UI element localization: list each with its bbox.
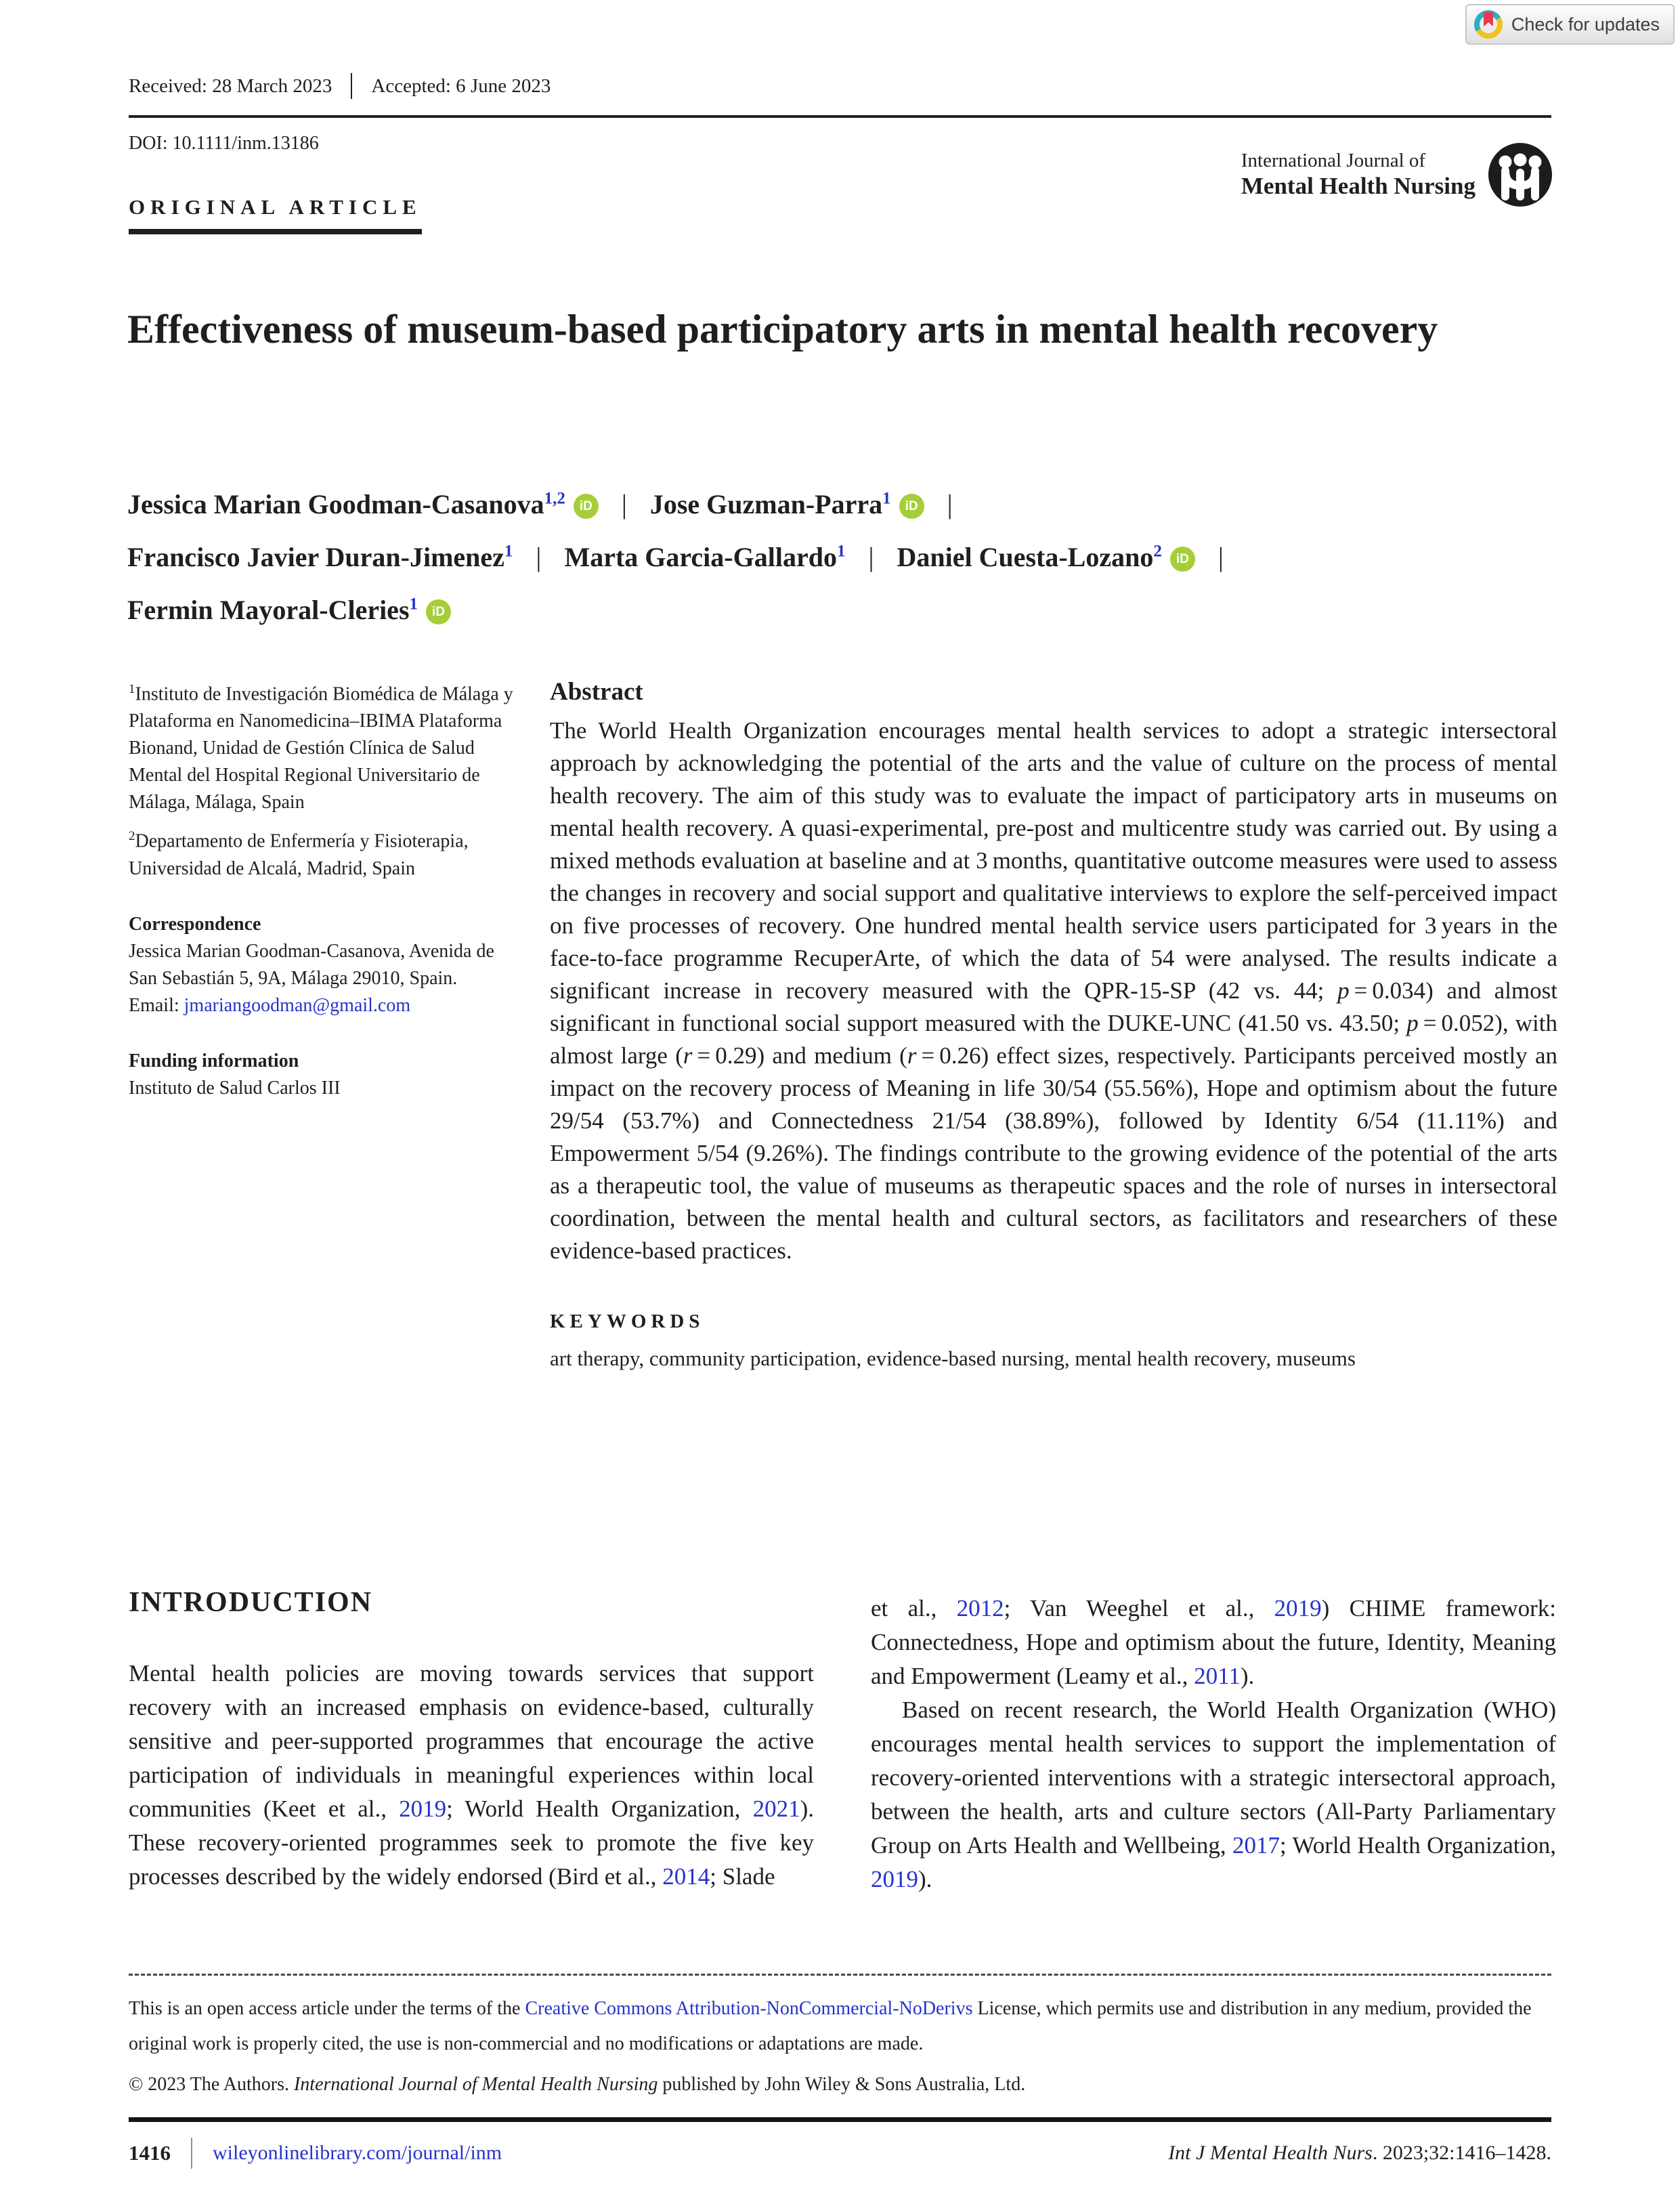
citation-link[interactable]: 2021 bbox=[752, 1796, 800, 1822]
text-segment: r bbox=[907, 1042, 917, 1069]
text-segment: License, which permits use and distribution in any medium, provided the original work is properly cited, the use is non-commercial and no modifications or adaptations are made. bbox=[129, 1998, 1532, 2054]
footer-left bbox=[129, 2138, 502, 2169]
author-line bbox=[127, 478, 1563, 531]
correspondence-address: Jessica Marian Goodman-Casanova, Avenida de San Sebastián 5, 9A, Málaga 29010, Spain. bbox=[129, 940, 494, 989]
footer-citation bbox=[1168, 2142, 1551, 2165]
author-separator: | bbox=[868, 542, 874, 572]
text-segment: = 0.29) and medium ( bbox=[692, 1042, 907, 1069]
text-segment: p bbox=[1337, 977, 1350, 1004]
author bbox=[650, 489, 924, 519]
introduction-paragraph bbox=[129, 1657, 814, 1894]
text-segment: Based on recent research, the World Health Organization (WHO) encourages mental health services to support the implementation of recovery-oriented interventions with a strategic intersectoral approach, between the health, arts and culture sectors (All-Party Parliamentary Group on Arts Health and Wellbeing, bbox=[871, 1697, 1556, 1859]
journal-logo-icon bbox=[1486, 141, 1554, 209]
article-info-sidebar bbox=[129, 680, 516, 1102]
journal-name bbox=[1241, 149, 1476, 201]
introduction-paragraph bbox=[871, 1592, 1556, 1693]
introduction-right-column bbox=[871, 1592, 1556, 1896]
received-date: Received: 28 March 2023 bbox=[129, 75, 332, 97]
journal-url-link[interactable]: wileyonlinelibrary.com/journal/inm bbox=[213, 2142, 502, 2164]
text-segment: This is an open access article under the terms of the bbox=[129, 1998, 525, 2019]
author-affiliation-sup: 1 bbox=[409, 595, 418, 614]
footer-rule bbox=[129, 2117, 1551, 2122]
affiliation-text: Instituto de Investigación Biomédica de Málaga y Plataforma en Nanomedicina–IBIMA Plataforma Bionand, Unidad de Gestión Clínica de Salud Mental del Hospital Regional Universitario de Málaga, Málaga, Spain bbox=[129, 683, 513, 813]
check-for-updates-label: Check for updates bbox=[1511, 14, 1660, 35]
abstract-heading: Abstract bbox=[550, 678, 643, 706]
introduction-heading: INTRODUCTION bbox=[129, 1587, 373, 1618]
affiliation-sup: 1 bbox=[129, 682, 135, 696]
citation-link[interactable]: 2014 bbox=[662, 1863, 710, 1890]
author-separator: | bbox=[1218, 542, 1224, 572]
correspondence-email-line bbox=[129, 992, 516, 1019]
article-type-label: ORIGINAL ARTICLE bbox=[129, 195, 422, 234]
text-segment: ; World Health Organization, bbox=[1280, 1832, 1556, 1859]
copyright-text bbox=[129, 2067, 1551, 2102]
author-list bbox=[127, 478, 1563, 637]
text-segment: ) CHIME framework: Connectedness, Hope and optimism about the future, Identity, Meaning and Empowerment (Leamy et al., bbox=[871, 1595, 1556, 1689]
page-title: Effectiveness of museum-based participatory arts in mental health recovery bbox=[127, 307, 1438, 352]
divider bbox=[351, 73, 352, 99]
affiliation bbox=[129, 680, 516, 816]
text-segment: published by John Wiley & Sons Australia, Ltd. bbox=[658, 2073, 1026, 2095]
text-segment: Mental health policies are moving towards services that support recovery with an increased emphasis on evidence-based, culturally sensitive and peer-supported programmes that encourage the active participation of individuals in meaningful experiences within local communities (Keet et al., bbox=[129, 1660, 814, 1822]
orcid-icon[interactable]: iD bbox=[1170, 547, 1195, 572]
author-affiliation-sup: 2 bbox=[1153, 542, 1162, 561]
text-segment: ). bbox=[918, 1866, 932, 1892]
author-separator: | bbox=[621, 489, 627, 519]
text-segment: = 0.034) and almost significant in functional social support measured with the DUKE-UNC (41.50 vs. 43.50; bbox=[550, 977, 1557, 1036]
citation-link[interactable]: 2012 bbox=[956, 1595, 1004, 1621]
author-separator: | bbox=[536, 542, 542, 572]
citation-link[interactable]: 2019 bbox=[399, 1796, 447, 1822]
author-name: Daniel Cuesta-Lozano bbox=[897, 542, 1154, 572]
author-name: Jessica Marian Goodman-Casanova bbox=[127, 489, 544, 519]
text-segment: The World Health Organization encourages mental health services to adopt a strategic intersectoral approach by acknowledging the potential of the arts and the value of culture on the process of mental health recovery. The aim of this study was to evaluate the impact of participatory arts in museums on mental health recovery. A quasi-experimental, pre-post and multicentre study was carried out. By using a mixed methods evaluation at baseline and at 3 months, quantitative outcome measures were used to assess the changes in recovery and social support and qualitative interviews to explore the self-perceived impact on five processes of recovery. One hundred mental health service users participated for 3 years in the face-to-face programme RecuperArte, of which the data of 54 were analysed. The results indicate a significant increase in recovery measured with the QPR-15-SP (42 vs. 44; bbox=[550, 717, 1557, 1004]
text-segment: ; World Health Organization, bbox=[446, 1796, 753, 1822]
text-link[interactable]: Creative Commons Attribution-NonCommercial-NoDerivs bbox=[525, 1998, 973, 2019]
author-affiliation-sup: 1 bbox=[836, 542, 846, 561]
author-separator: | bbox=[947, 489, 953, 519]
page-number: 1416 bbox=[129, 2141, 171, 2165]
text-segment: et al., bbox=[871, 1595, 957, 1621]
crossmark-icon bbox=[1473, 9, 1503, 39]
affiliation-sup: 2 bbox=[129, 829, 135, 844]
divider bbox=[191, 2138, 192, 2169]
orcid-icon[interactable]: iD bbox=[899, 494, 924, 519]
text-segment: p bbox=[1406, 1010, 1419, 1036]
introduction-left-column bbox=[129, 1586, 814, 1894]
email-label: Email: bbox=[129, 994, 184, 1016]
journal-name-line1: International Journal of bbox=[1241, 149, 1426, 171]
author-name: Francisco Javier Duran-Jimenez bbox=[127, 542, 504, 572]
text-segment: International Journal of Mental Health Nursing bbox=[293, 2073, 658, 2095]
license-block bbox=[129, 1991, 1551, 2102]
citation-link[interactable]: 2019 bbox=[1274, 1595, 1322, 1621]
author bbox=[127, 489, 599, 519]
funding-heading: Funding information bbox=[129, 1050, 299, 1071]
text-segment: © 2023 The Authors. bbox=[129, 2073, 294, 2095]
received-accepted-row bbox=[129, 73, 551, 99]
introduction-paragraph bbox=[871, 1693, 1556, 1896]
accepted-date: Accepted: 6 June 2023 bbox=[371, 75, 551, 97]
author-name: Jose Guzman-Parra bbox=[649, 489, 883, 519]
text-segment: ). These recovery-oriented programmes seek to promote the five key processes described by the widely endorsed (Bird et al., bbox=[129, 1796, 814, 1890]
citation-link[interactable]: 2011 bbox=[1194, 1663, 1241, 1689]
email-link[interactable]: jmariangoodman@gmail.com bbox=[184, 994, 411, 1016]
author bbox=[564, 542, 845, 572]
orcid-icon[interactable]: iD bbox=[426, 599, 451, 624]
author bbox=[127, 542, 513, 572]
journal-name-line2: Mental Health Nursing bbox=[1241, 173, 1476, 200]
orcid-icon[interactable]: iD bbox=[574, 494, 599, 519]
citation-link[interactable]: 2017 bbox=[1232, 1832, 1280, 1859]
author-affiliation-sup: 1,2 bbox=[544, 489, 565, 508]
keywords-list: art therapy, community participation, evidence-based nursing, mental health recovery, museums bbox=[550, 1346, 1356, 1370]
text-segment: Int J Mental Health Nurs bbox=[1168, 2142, 1373, 2164]
text-segment: = 0.052), with almost large ( bbox=[550, 1010, 1557, 1069]
text-segment: ; Van Weeghel et al., bbox=[1004, 1595, 1274, 1621]
footer-row bbox=[129, 2138, 1551, 2169]
funding-source: Instituto de Salud Carlos III bbox=[129, 1078, 341, 1099]
author-name: Marta Garcia-Gallardo bbox=[564, 542, 837, 572]
author bbox=[127, 595, 451, 625]
text-segment: ). bbox=[1240, 1663, 1255, 1689]
author-affiliation-sup: 1 bbox=[504, 542, 513, 561]
check-for-updates-button[interactable] bbox=[1465, 4, 1675, 45]
author-line bbox=[127, 584, 1563, 637]
text-segment: = 0.26) effect sizes, respectively. Participants perceived mostly an impact on the recovery process of Meaning in life 30/54 (55.56%), Hope and optimism about the future 29/54 (53.7%) and Connectedness 21/54 (38.89%), followed by Identity 6/54 (11.11%) and Empowerment 5/54 (9.26%). The findings contribute to the growing evidence of the potential of the arts as a therapeutic tool, the value of museums as therapeutic spaces and the role of nurses in intersectoral coordination, between the mental health and cultural sectors, as facilitators and researchers of these evidence-based practices. bbox=[550, 1042, 1557, 1264]
author-name: Fermin Mayoral-Cleries bbox=[127, 595, 410, 625]
author bbox=[897, 542, 1194, 572]
header-rule bbox=[129, 115, 1551, 118]
text-segment: r bbox=[683, 1042, 693, 1069]
footnote-separator bbox=[129, 1974, 1551, 1976]
correspondence-heading: Correspondence bbox=[129, 913, 261, 935]
keywords-heading: KEYWORDS bbox=[550, 1311, 705, 1332]
doi: DOI: 10.1111/inm.13186 bbox=[129, 133, 319, 154]
license-text bbox=[129, 1991, 1551, 2062]
author-line bbox=[127, 531, 1563, 584]
abstract-section bbox=[550, 677, 1557, 1371]
text-segment: ; Slade bbox=[710, 1863, 775, 1890]
author-affiliation-sup: 1 bbox=[882, 489, 891, 508]
affiliation-text: Departamento de Enfermería y Fisioterapia, Universidad de Alcalá, Madrid, Spain bbox=[129, 830, 469, 879]
journal-masthead bbox=[1241, 141, 1554, 209]
citation-link[interactable]: 2019 bbox=[871, 1866, 918, 1892]
affiliation bbox=[129, 827, 516, 882]
text-segment: . 2023;32:1416–1428. bbox=[1372, 2142, 1551, 2164]
abstract-body bbox=[550, 715, 1557, 1267]
